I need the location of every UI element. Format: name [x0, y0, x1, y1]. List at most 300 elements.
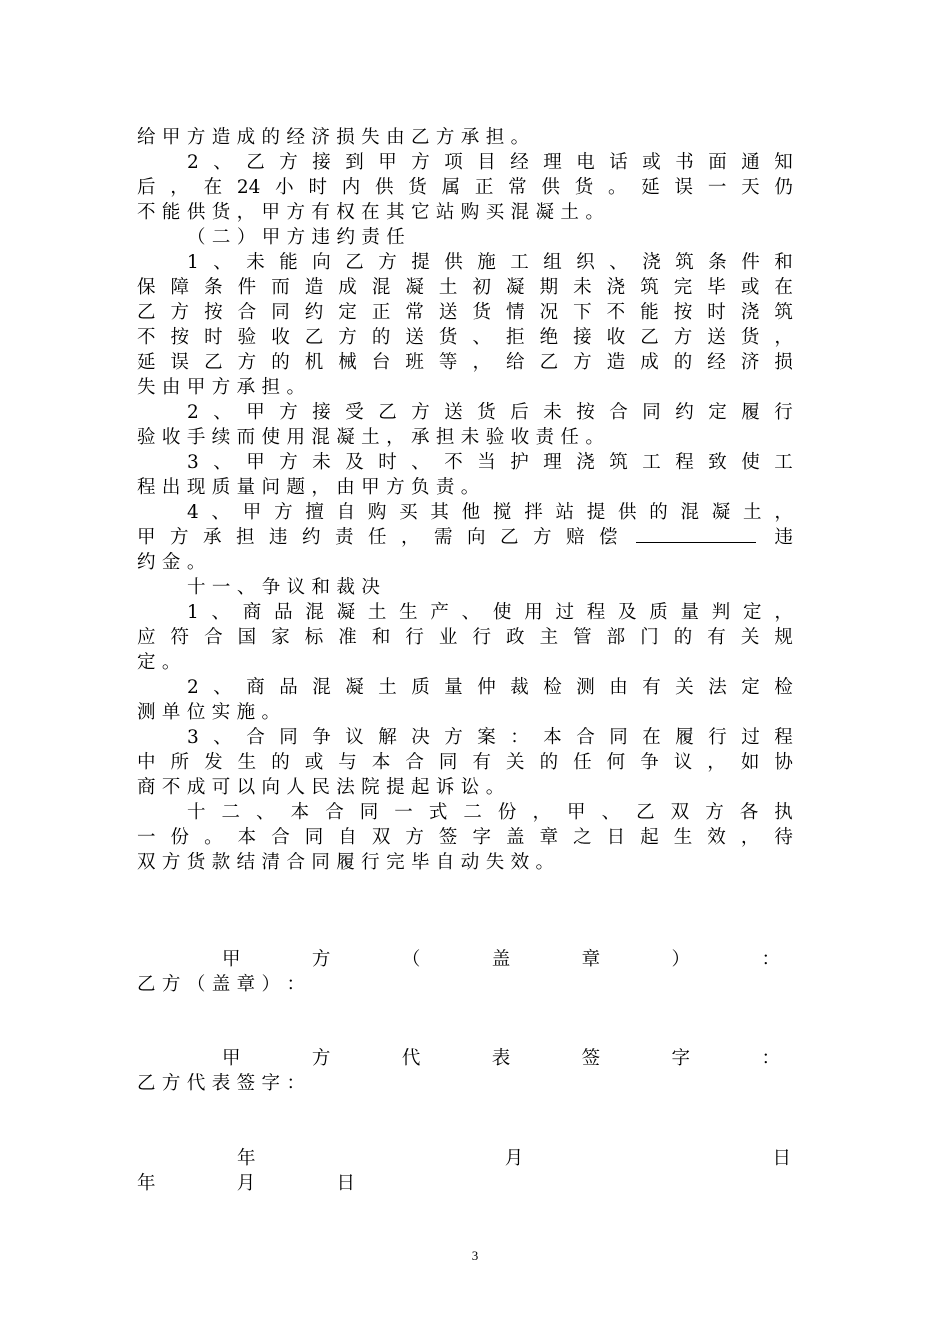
- char: 符: [170, 627, 190, 648]
- char: 误: [674, 177, 694, 198]
- char: 判: [711, 602, 731, 623]
- char: 关: [506, 752, 525, 773]
- char: 定: [338, 302, 357, 323]
- char: 甲: [378, 152, 397, 173]
- char: 延: [137, 352, 156, 373]
- char: 济: [740, 352, 760, 373]
- char: 台: [371, 352, 391, 373]
- char: 商: [246, 677, 265, 698]
- char: 字: [472, 827, 491, 848]
- char: 供: [186, 202, 206, 223]
- char: 乙: [640, 327, 659, 348]
- char: 使: [741, 452, 760, 473]
- char: 失: [485, 852, 505, 873]
- char: 送: [707, 327, 726, 348]
- char: 提: [586, 502, 606, 523]
- char: 承: [460, 127, 480, 148]
- char: 乙: [500, 527, 519, 548]
- char: 国: [237, 627, 257, 648]
- char: 的: [371, 327, 391, 348]
- page-number: 3: [471, 1248, 479, 1263]
- char: 2: [187, 677, 199, 698]
- char: 土: [367, 602, 387, 623]
- char: 拌: [524, 502, 543, 523]
- char: 未: [312, 452, 331, 473]
- char: 合: [576, 727, 595, 748]
- char: 方: [161, 974, 181, 995]
- char: 行: [708, 727, 727, 748]
- char: 况: [539, 302, 559, 323]
- char: 送: [444, 402, 463, 423]
- char: 现: [186, 477, 206, 498]
- char: 乙: [636, 802, 655, 823]
- char: 约: [336, 227, 355, 248]
- char: 可: [211, 777, 231, 798]
- char: 、: [601, 802, 621, 823]
- char: 违: [269, 527, 288, 548]
- char: 用: [524, 602, 543, 623]
- char: 站: [555, 502, 574, 523]
- char: 违: [311, 227, 331, 248]
- char: 十: [187, 802, 206, 823]
- char: 凝: [336, 427, 355, 448]
- char: 裁: [336, 577, 355, 598]
- char: 方: [279, 402, 298, 423]
- text-line: [187, 226, 793, 250]
- char: ，: [774, 327, 793, 348]
- char: 盖: [491, 949, 511, 970]
- char: 未: [460, 427, 480, 448]
- char: 使: [261, 427, 281, 448]
- char: 定: [708, 402, 727, 423]
- char: 程: [586, 602, 606, 623]
- char: 约: [304, 302, 324, 323]
- char: 障: [170, 277, 190, 298]
- char: 而: [271, 277, 290, 298]
- char: 常: [405, 302, 424, 323]
- char: 定: [743, 602, 762, 623]
- char: 收: [271, 327, 290, 348]
- char: 效: [510, 852, 530, 873]
- char: 业: [438, 627, 458, 648]
- char: 方: [161, 852, 181, 873]
- char: 在: [361, 202, 380, 223]
- text-line: [137, 526, 793, 550]
- char: 条: [204, 277, 223, 298]
- char: 讼: [460, 777, 480, 798]
- char: 能: [279, 252, 298, 273]
- text-line: [137, 351, 793, 375]
- char: 担: [485, 127, 505, 148]
- char: 赔: [566, 527, 585, 548]
- char: 工: [774, 452, 793, 473]
- char: 甲: [186, 377, 206, 398]
- char: 接: [573, 327, 592, 348]
- text-line: [137, 851, 793, 875]
- char: 货: [740, 327, 760, 348]
- char: 金: [161, 552, 181, 573]
- char: ：: [286, 974, 305, 995]
- char: 、: [213, 252, 232, 273]
- text-line: [187, 601, 793, 625]
- char: 。: [204, 827, 223, 848]
- char: 自: [338, 827, 357, 848]
- char: 同: [271, 302, 290, 323]
- char: 一: [137, 827, 156, 848]
- char: 方: [386, 477, 405, 498]
- char: 履: [741, 402, 760, 423]
- text-line: [187, 451, 793, 475]
- char: 实: [211, 702, 231, 723]
- char: 量: [444, 677, 463, 698]
- char: 不: [161, 777, 181, 798]
- char: 方: [378, 252, 397, 273]
- char: 议: [673, 752, 693, 773]
- char: 2: [187, 152, 199, 173]
- char: ，: [774, 502, 793, 523]
- char: 合: [609, 402, 628, 423]
- char: 决: [361, 577, 380, 598]
- char: 向: [467, 527, 486, 548]
- char: 诉: [435, 777, 455, 798]
- char: 清: [261, 852, 281, 873]
- char: 法: [708, 677, 727, 698]
- char: 待: [774, 827, 793, 848]
- char: 买: [485, 202, 505, 223]
- text-line: [137, 426, 793, 450]
- char: （: [401, 949, 421, 970]
- char: 方: [411, 152, 430, 173]
- char: 接: [312, 152, 331, 173]
- char: 份: [497, 802, 517, 823]
- char: 等: [438, 352, 458, 373]
- char: 起: [640, 827, 659, 848]
- char: 品: [274, 602, 293, 623]
- char: 知: [774, 152, 793, 173]
- char: ，: [532, 802, 551, 823]
- char: 协: [774, 752, 793, 773]
- char: 凝: [506, 277, 525, 298]
- char: 。: [186, 552, 206, 573]
- char: 致: [708, 452, 727, 473]
- char: 货: [408, 177, 427, 198]
- char: 收: [510, 427, 530, 448]
- char: 筑: [774, 302, 793, 323]
- char: 合: [246, 727, 265, 748]
- char: 案: [477, 727, 496, 748]
- char: 争: [312, 727, 331, 748]
- char: 单: [161, 702, 181, 723]
- char: 同: [311, 852, 330, 873]
- char: 负: [410, 477, 430, 498]
- char: 的: [673, 627, 693, 648]
- char: 履: [336, 852, 355, 873]
- char: 同: [279, 727, 298, 748]
- char: 问: [261, 477, 281, 498]
- char: 、: [461, 602, 481, 623]
- char: （: [186, 974, 206, 995]
- char: 日: [772, 1148, 791, 1169]
- char: 使: [492, 602, 512, 623]
- char: 按: [576, 402, 595, 423]
- char: 拒: [506, 327, 525, 348]
- text-line: [187, 576, 793, 600]
- char: ）: [671, 949, 691, 970]
- char: 购: [367, 502, 387, 523]
- char: 货: [438, 327, 458, 348]
- char: 任: [386, 227, 405, 248]
- char: 搅: [492, 502, 512, 523]
- char: 经: [286, 127, 305, 148]
- char: 浇: [740, 302, 760, 323]
- text-line: [137, 276, 793, 300]
- char: 方: [311, 1048, 331, 1069]
- char: 约: [137, 552, 156, 573]
- char: 乙: [410, 127, 430, 148]
- char: 给: [506, 352, 525, 373]
- char: 货: [574, 177, 594, 198]
- char: 其: [386, 202, 405, 223]
- text-line: [137, 1072, 793, 1096]
- char: 测: [137, 702, 156, 723]
- char: 成: [640, 352, 659, 373]
- char: 表: [211, 1073, 231, 1094]
- char: 方: [338, 327, 357, 348]
- char: 。: [585, 202, 604, 223]
- char: 3: [187, 452, 199, 473]
- char: ：: [510, 727, 529, 748]
- char: 浇: [642, 252, 661, 273]
- char: 或: [740, 277, 760, 298]
- text-line: [137, 626, 793, 650]
- char: 土: [361, 427, 380, 448]
- char: 后: [510, 402, 529, 423]
- char: 定: [741, 677, 760, 698]
- char: 质: [211, 477, 231, 498]
- char: 违: [774, 527, 793, 548]
- char: 2: [187, 402, 199, 423]
- char: 天: [741, 177, 760, 198]
- char: 由: [336, 477, 355, 498]
- char: 本: [290, 802, 310, 823]
- char: 月: [504, 1148, 524, 1169]
- char: 浇: [576, 452, 595, 473]
- char: 品: [279, 677, 298, 698]
- char: 责: [361, 227, 380, 248]
- char: 款: [211, 852, 231, 873]
- char: 如: [740, 752, 760, 773]
- char: 规: [774, 627, 793, 648]
- char: 而: [236, 427, 256, 448]
- char: 、: [236, 577, 256, 598]
- char: 毕: [410, 852, 430, 873]
- char: 偿: [599, 527, 618, 548]
- char: 合: [271, 827, 290, 848]
- char: 同: [438, 752, 458, 773]
- char: 合: [405, 752, 424, 773]
- char: ，: [774, 602, 793, 623]
- char: 后: [137, 177, 156, 198]
- char: 机: [304, 352, 324, 373]
- char: 供: [375, 177, 394, 198]
- char: 生: [399, 602, 418, 623]
- char: 按: [673, 302, 693, 323]
- char: 商: [242, 602, 262, 623]
- char: 、: [256, 802, 275, 823]
- char: （: [187, 227, 206, 248]
- char: 内: [341, 177, 361, 198]
- char: 乙: [304, 327, 324, 348]
- char: 土: [560, 202, 579, 223]
- char: 与: [338, 752, 357, 773]
- char: 工: [642, 452, 661, 473]
- char: 中: [137, 752, 156, 773]
- char: 方: [533, 527, 552, 548]
- char: 其: [430, 502, 449, 523]
- char: ）: [261, 974, 281, 995]
- char: 争: [640, 752, 659, 773]
- char: 裁: [510, 677, 529, 698]
- char: 乙: [204, 352, 223, 373]
- char: 二: [211, 227, 231, 248]
- char: 施: [477, 252, 496, 273]
- char: 题: [286, 477, 305, 498]
- char: ：: [286, 1073, 305, 1094]
- char: ，: [311, 477, 330, 498]
- char: 式: [428, 802, 448, 823]
- char: 完: [673, 277, 693, 298]
- char: 混: [371, 277, 391, 298]
- char: 买: [399, 502, 418, 523]
- char: 政: [506, 627, 525, 648]
- char: 有: [311, 202, 330, 223]
- char: 失: [137, 377, 156, 398]
- char: 甲: [361, 477, 380, 498]
- char: 送: [405, 327, 424, 348]
- char: 、: [213, 677, 232, 698]
- char: 仲: [477, 677, 496, 698]
- char: 决: [411, 727, 430, 748]
- char: 1: [187, 252, 199, 273]
- char: 到: [345, 152, 364, 173]
- char: 造: [606, 352, 626, 373]
- char: 签: [438, 827, 458, 848]
- text-line: [137, 651, 793, 675]
- char: 各: [739, 802, 759, 823]
- char: 方: [186, 127, 206, 148]
- char: 乙: [378, 402, 397, 423]
- char: 准: [338, 627, 357, 648]
- char: 送: [438, 302, 458, 323]
- char: 他: [461, 502, 481, 523]
- char: 、: [609, 252, 628, 273]
- char: 份: [170, 827, 190, 848]
- char: 方: [237, 352, 257, 373]
- char: 履: [675, 727, 694, 748]
- char: 在: [774, 277, 793, 298]
- char: 的: [271, 752, 290, 773]
- char: 方: [279, 152, 298, 173]
- char: 商: [137, 777, 156, 798]
- char: 责: [335, 527, 354, 548]
- text-line: [187, 151, 793, 175]
- char: 方: [573, 352, 592, 373]
- char: 乙: [137, 974, 156, 995]
- char: 续: [211, 427, 231, 448]
- char: 甲: [261, 202, 281, 223]
- char: 程: [675, 452, 694, 473]
- char: 供: [444, 252, 463, 273]
- char: 方: [286, 227, 306, 248]
- char: 管: [573, 627, 592, 648]
- char: 本: [543, 727, 562, 748]
- char: 的: [673, 352, 693, 373]
- char: 小: [275, 177, 294, 198]
- char: 方: [673, 327, 693, 348]
- char: 延: [641, 177, 660, 198]
- char: 手: [186, 427, 206, 448]
- char: 月: [236, 1173, 256, 1194]
- char: 方: [705, 802, 724, 823]
- char: 表: [491, 1048, 511, 1069]
- char: 检: [543, 677, 562, 698]
- text-line: [137, 476, 793, 500]
- char: 方: [170, 527, 189, 548]
- char: 代: [186, 1073, 206, 1094]
- char: 代: [401, 1048, 421, 1069]
- char: 1: [187, 602, 199, 623]
- char: 方: [444, 727, 463, 748]
- char: 筑: [640, 277, 659, 298]
- char: 时: [308, 177, 327, 198]
- char: 、: [213, 727, 232, 748]
- char: 正: [474, 177, 494, 198]
- char: 以: [236, 777, 256, 798]
- char: ，: [740, 827, 760, 848]
- char: 。: [460, 477, 480, 498]
- text-line: [222, 1047, 780, 1071]
- char: 日: [336, 1173, 355, 1194]
- char: 二: [221, 802, 241, 823]
- char: 方: [286, 202, 305, 223]
- char: 、: [211, 602, 231, 623]
- char: 有: [472, 752, 491, 773]
- char: 凝: [405, 277, 424, 298]
- char: 的: [539, 752, 559, 773]
- char: 经: [510, 152, 529, 173]
- char: 不: [137, 202, 156, 223]
- text-line: [187, 251, 793, 275]
- char: 定: [137, 652, 156, 673]
- char: ）: [236, 227, 256, 248]
- char: 乙: [345, 252, 364, 273]
- char: 方: [435, 127, 455, 148]
- char: 甲: [246, 402, 265, 423]
- char: 需: [434, 527, 453, 548]
- char: 合: [204, 627, 223, 648]
- char: 担: [236, 527, 255, 548]
- char: 位: [186, 702, 206, 723]
- char: 议: [286, 577, 306, 598]
- char: 发: [204, 752, 223, 773]
- char: 班: [405, 352, 424, 373]
- char: 站: [435, 202, 455, 223]
- char: 方: [279, 452, 298, 473]
- char: 门: [640, 627, 659, 648]
- char: 乙: [137, 302, 156, 323]
- char: 施: [236, 702, 256, 723]
- fill-in-blank: [636, 526, 756, 543]
